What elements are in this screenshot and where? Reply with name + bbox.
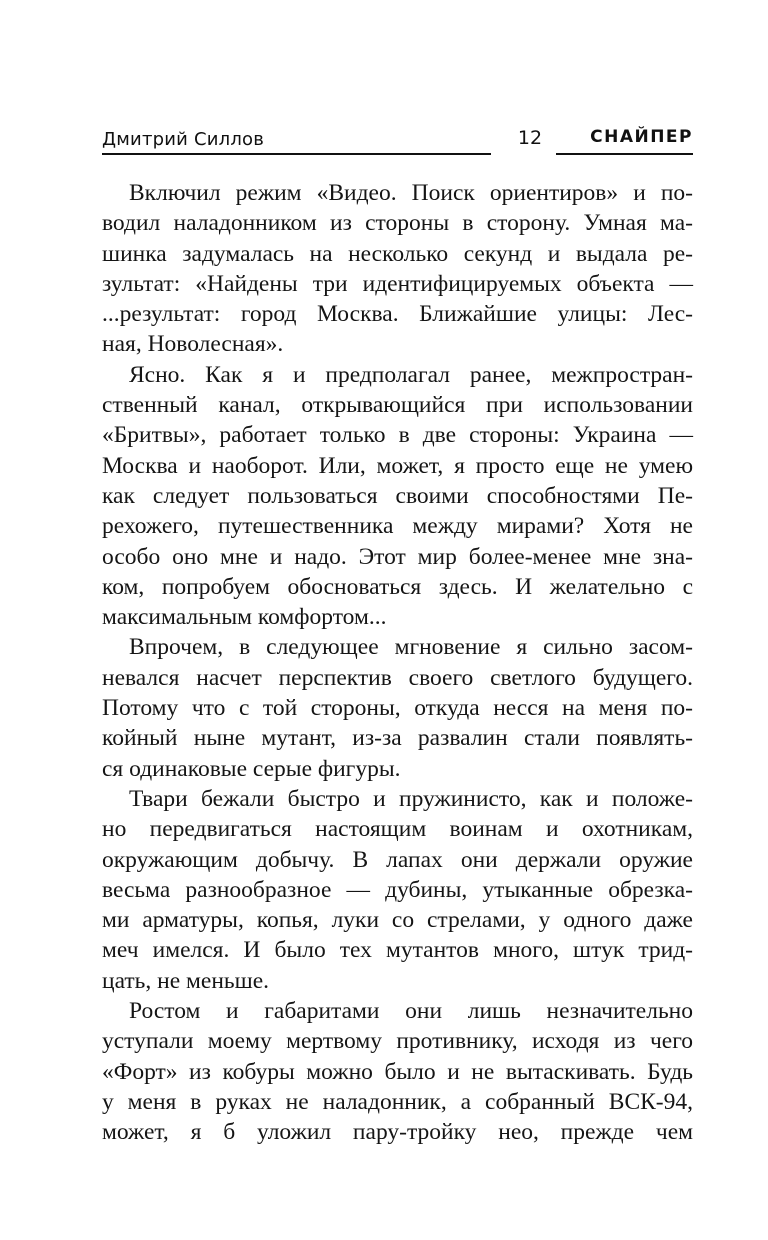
- text-line: Впрочем, в следующее мгновение я сильно засом-: [129, 634, 693, 661]
- text-line: водил наладонником из стороны в сторону. Умная ма-: [102, 210, 693, 237]
- text-line: особо оно мне и надо. Этот мир более-менее мне зна-: [102, 543, 693, 570]
- text-line: у меня в руках не наладонник, а собранный ВСК-94,: [102, 1088, 693, 1115]
- text-line: Потому что с той стороны, откуда несся на меня по-: [102, 695, 693, 722]
- header-rule-right: [556, 153, 693, 155]
- paragraph: [102, 784, 693, 996]
- book-title: СНАЙПЕР: [590, 127, 693, 147]
- text-line: меч имелся. И было тех мутантов много, штук трид-: [102, 937, 693, 964]
- text-line: «Форт» из кобуры можно было и не вытаскивать. Будь: [102, 1058, 693, 1085]
- text-line: весьма разнообразное — дубины, утыканные обрезка-: [102, 876, 693, 903]
- author-name: Дмитрий Силлов: [102, 129, 265, 150]
- text-line: ...результат: город Москва. Ближайшие улицы: Лес-: [102, 301, 693, 328]
- text-line: койный ныне мутант, из-за развалин стали появлять-: [102, 725, 693, 752]
- text-line: Ростом и габаритами они лишь незначительно: [129, 998, 693, 1025]
- text-line: ком, попробуем обосноваться здесь. И желательно с: [102, 573, 693, 600]
- paragraph: [102, 632, 693, 783]
- text-line: ная, Новолесная».: [102, 331, 284, 358]
- paragraph: [102, 996, 693, 1147]
- text-line: Москва и наоборот. Или, может, я просто еще не умею: [102, 452, 693, 479]
- text-line: шинка задумалась на несколько секунд и выдала ре-: [102, 240, 693, 267]
- text-line: ми арматуры, копья, луки со стрелами, у одного даже: [102, 907, 693, 934]
- text-line: уступали моему мертвому противнику, исходя из чего: [102, 1028, 693, 1055]
- text-line: невался насчет перспектив своего светлого будущего.: [102, 664, 693, 691]
- page-number: 12: [517, 127, 543, 149]
- text-line: Включил режим «Видео. Поиск ориентиров» и по-: [129, 180, 693, 206]
- text-line: «Бритвы», работает только в две стороны: Украина —: [102, 422, 693, 449]
- text-line: рехожего, путешественника между мирами? Хотя не: [102, 513, 693, 540]
- text-line: может, я б уложил пару-тройку нео, прежде чем: [102, 1119, 693, 1146]
- text-line: как следует пользоваться своими способностями Пе-: [102, 482, 693, 509]
- header-rule-left: [102, 153, 491, 155]
- paragraph: [102, 178, 693, 360]
- body-text: [102, 178, 693, 1148]
- text-line: Твари бежали быстро и пружинисто, как и положе-: [129, 785, 693, 812]
- text-line: но передвигаться настоящим воинам и охотникам,: [102, 816, 693, 843]
- text-line: окружающим добычу. В лапах они держали оружие: [102, 846, 693, 873]
- text-line: цать, не меньше.: [102, 967, 270, 994]
- paragraph: [102, 360, 693, 633]
- text-line: ся одинаковые серые фигуры.: [102, 755, 401, 782]
- text-line: ственный канал, открывающийся при использовании: [102, 392, 693, 419]
- text-line: зультат: «Найдены три идентифицируемых объекта —: [102, 270, 693, 297]
- text-line: Ясно. Как я и предполагал ранее, межпростран-: [129, 361, 693, 388]
- text-line: максимальным комфортом...: [102, 604, 387, 631]
- running-header: [102, 125, 693, 159]
